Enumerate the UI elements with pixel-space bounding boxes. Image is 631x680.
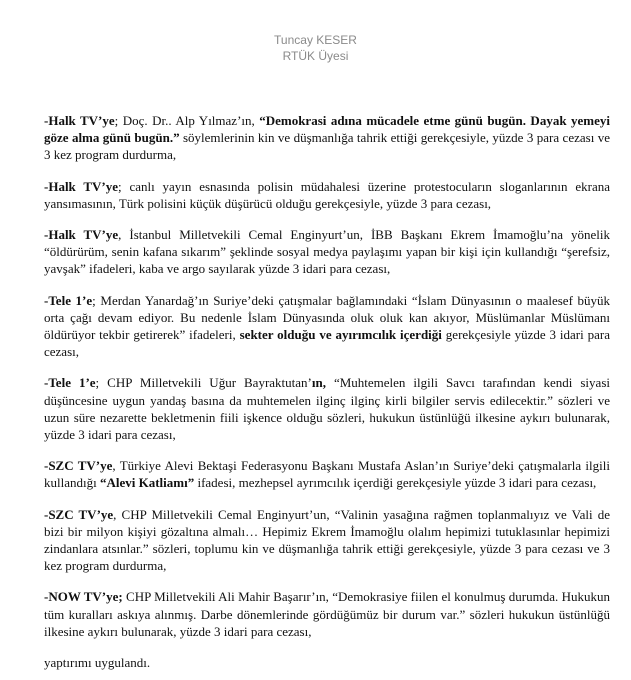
emphasized-text: sekter olduğu ve ayırımcılık içerdiği xyxy=(239,327,442,343)
paragraph-text: gerekçesiyle yüzde 3 idari para cezası, xyxy=(44,327,610,360)
paragraph-text: yaptırımı uygulandı. xyxy=(44,655,151,671)
penalty-paragraph xyxy=(44,374,610,443)
channel-name: -Tele 1’e xyxy=(44,292,93,308)
emphasized-text: “Alevi Katliamı” xyxy=(99,475,195,491)
emphasized-text: ın, xyxy=(311,375,326,391)
paragraph-text: , Türkiye Alevi Bektaşi Federasyonu Başkanı Mustafa Aslan’ın Suriye’deki çatışmalarla ilgili kullandığı xyxy=(44,458,610,491)
penalty-paragraph xyxy=(44,178,610,212)
paragraph-text: “Muhtemelen ilgili Savcı tarafından kendi siyasi düşüncesine uygun yandaş basına da muhtemelen ilginç ilginç kirli bilgiler servis edilecektir.” sözleri ve uzun süre nezarette bekletmenin fiili işkence olduğu sözleri, hukukun üstünlüğü ilkesine aykırı bulunarak, yüzde 3 idari para cezası, xyxy=(44,375,610,443)
author-name: Tuncay KESER xyxy=(274,33,357,47)
channel-name: -Halk TV’ye xyxy=(44,178,119,194)
penalty-paragraph xyxy=(44,457,610,491)
channel-name: -Tele 1’e xyxy=(44,375,96,391)
channel-name: -SZC TV’ye xyxy=(44,458,113,474)
penalty-paragraph xyxy=(44,654,610,671)
document-body xyxy=(44,112,610,671)
channel-name: -NOW TV’ye; xyxy=(44,589,123,605)
author-role: RTÜK Üyesi xyxy=(282,49,349,63)
penalty-paragraph xyxy=(44,588,610,640)
penalty-paragraph xyxy=(44,226,610,278)
penalty-paragraph xyxy=(44,506,610,575)
penalty-paragraph xyxy=(44,112,610,164)
paragraph-text: ; Doç. Dr.. Alp Yılmaz’ın, xyxy=(114,113,260,128)
paragraph-text: CHP Milletvekili Ali Mahir Başarır’ın, “Demokrasiye fiilen el konulmuş durumda. Hukukun tüm kuralları askıya alınmış. Darbe dönemlerinde gördüğümüz bir durum var.” sözleri hukukun üstünlüğü ilkesine aykırı bulunarak, yüzde 3 idari para cezası, xyxy=(44,589,610,639)
document-header xyxy=(0,32,631,64)
paragraph-text: ; CHP Milletvekili Uğur Bayraktutan’ xyxy=(95,375,312,391)
channel-name: -Halk TV’ye xyxy=(44,113,115,128)
channel-name: -SZC TV’ye xyxy=(44,506,114,522)
penalty-paragraph xyxy=(44,292,610,361)
paragraph-text: söylemlerinin kin ve düşmanlığa tahrik ettiği gerekçesiyle, yüzde 3 para cezası ve 3 kez program durdurma, xyxy=(44,130,610,163)
emphasized-text: “Demokrasi adına mücadele etme günü bugün. Dayak yemeyi göze alma günü bugün.” xyxy=(44,113,610,146)
paragraph-text: , İstanbul Milletvekili Cemal Enginyurt’un, İBB Başkanı Ekrem İmamoğlu’na yönelik “öldürürüm, senin kafana sıkarım” şeklinde sosyal medya paylaşımı yapan bir kişi için kullandığı “şerefsiz, yavşak” ifadeleri, kaba ve argo sayılarak yüzde 3 idari para cezası, xyxy=(44,227,610,277)
channel-name: -Halk TV’ye xyxy=(44,227,119,243)
paragraph-text: ifadesi, mezhepsel ayrımcılık içerdiği gerekçesiyle yüzde 3 idari para cezası, xyxy=(194,475,597,491)
paragraph-text: , CHP Milletvekili Cemal Enginyurt’un, “Valinin yasağına rağmen toplanmalıyız ve Vali de bizi bir milyon kişiyi gözaltına almalı… Hepimiz Ekrem İmamoğlu olalım hepimizi tutuklasınlar hepimizi zindanlara atsınlar.” sözleri, toplumu kin ve düşmanlığa tahrik ettiği gerekçesiyle, yüzde 3 para cezası ve 3 kez program durdurma, xyxy=(44,506,610,574)
paragraph-text: ; Merdan Yanardağ’ın Suriye’deki çatışmalar bağlamındaki “İslam Dünyasının o maalesef büyük orta çağı devam ediyor. Bu nedenle İslam Dünyasında oluk oluk kan akıyor, Müslümanlar Müslümanı öldürüyor tekbir getirerek” ifadeleri, xyxy=(44,292,611,343)
paragraph-text: ; canlı yayın esnasında polisin müdahalesi üzerine protestocuların sloganlarının ekrana yansımasının, Türk polisini küçük düşürücü olduğu gerekçesiyle, yüzde 3 para cezası, xyxy=(44,178,610,211)
